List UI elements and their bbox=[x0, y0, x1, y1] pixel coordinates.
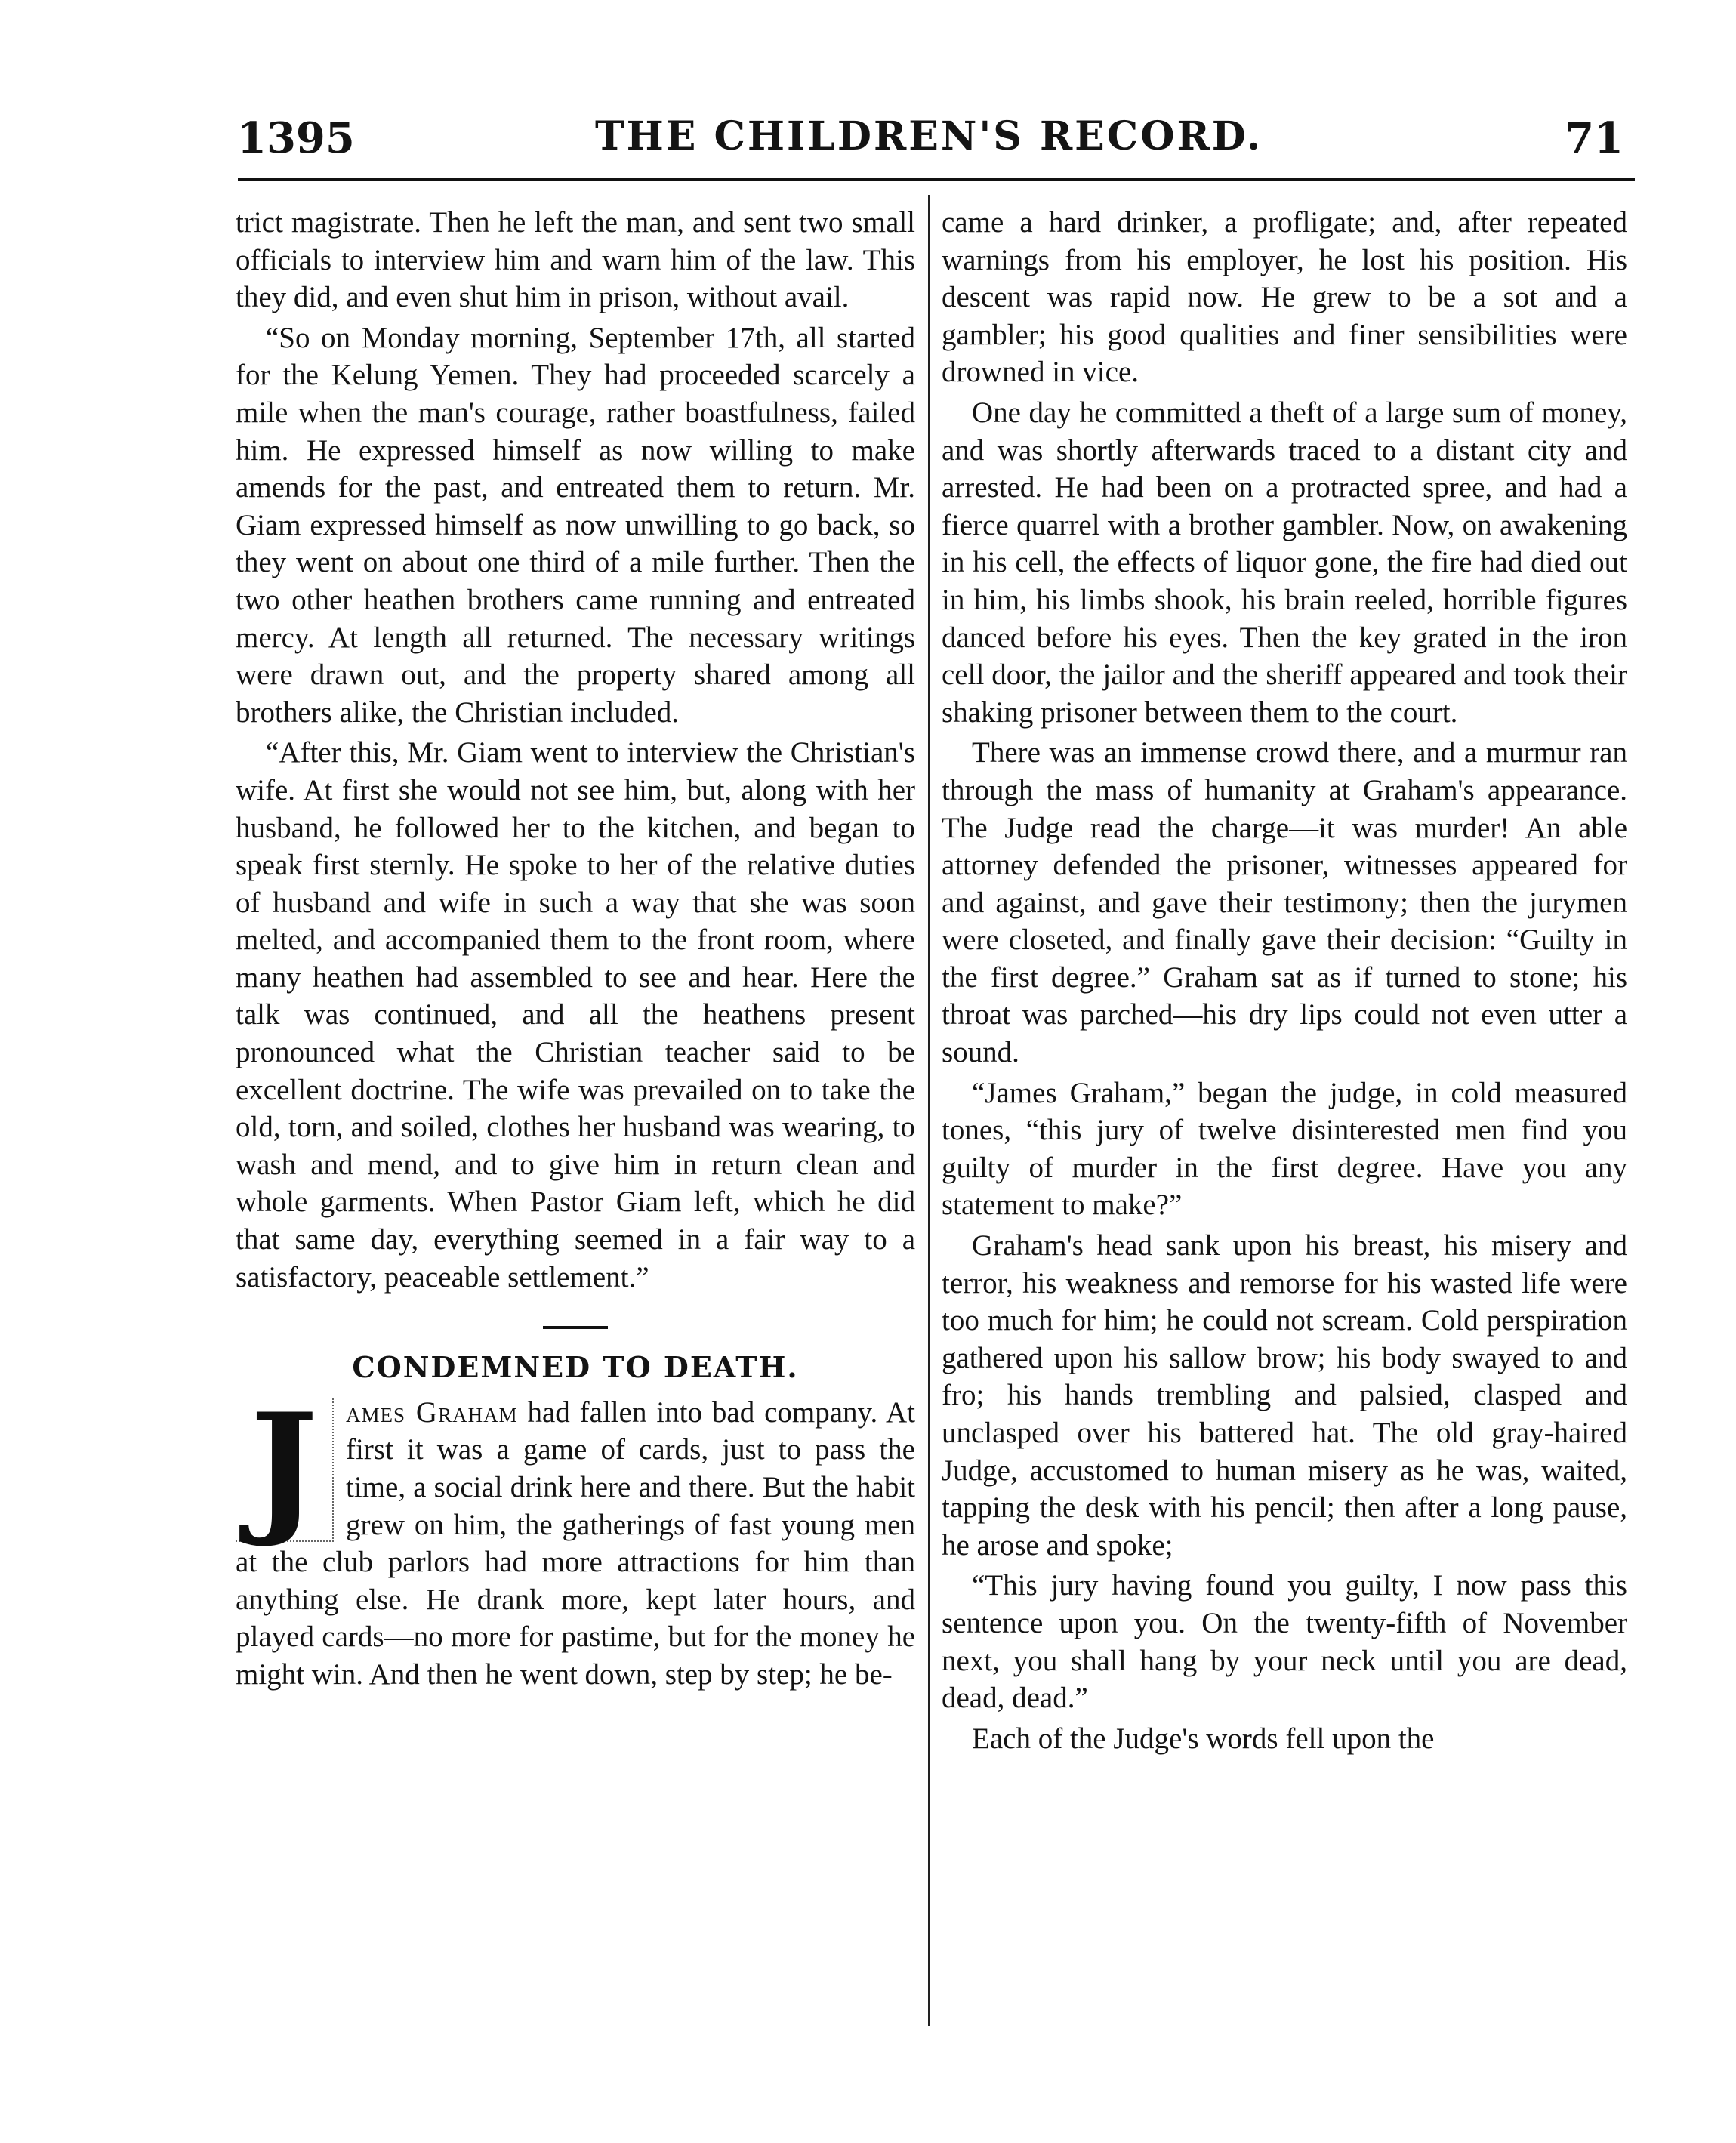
left-column bbox=[236, 204, 915, 1694]
article-title: CONDEMNED TO DEATH. bbox=[352, 1350, 799, 1385]
header-rule bbox=[238, 178, 1635, 181]
paragraph: Each of the Judge's words fell upon the bbox=[972, 1722, 1435, 1755]
paragraph-text: had fallen into bad company. At first it was a game of cards, just to pass the time, a social drink here and there. But the habit grew on him, the gatherings of fast young men at the club parlors had more attractions for him than anything else. He drank more, kept later hours, and played cards—no more for pastime, but for the money he might win. And then he went down, step by step; he be- bbox=[236, 1395, 915, 1691]
paragraph: trict magistrate. Then he left the man, and sent two small officials to interview him and warn him of the law. This they did, and even shut him in prison, without avail. bbox=[236, 206, 915, 314]
publication-title: THE CHILDREN'S RECORD. bbox=[594, 113, 1263, 159]
section-divider bbox=[543, 1326, 608, 1329]
paragraph: “This jury having found you guilty, I now pass this sentence upon you. On the twenty-fifth of November next, you shall hang by your neck until you are dead, dead, dead.” bbox=[942, 1569, 1627, 1715]
paragraph: came a hard drinker, a profligate; and, after repeated warnings from his employer, he lost his position. His descent was rapid now. He grew to be a sot and a gambler; his good qualities and finer sensibilities were drowned in vice. bbox=[942, 206, 1627, 389]
page-year: 1395 bbox=[237, 113, 355, 163]
column-divider bbox=[928, 195, 930, 2026]
paragraph: Graham's head sank upon his breast, his misery and terror, his weakness and remorse for his wasted life were too much for him; he could not scream. Cold perspiration gathered upon his sallow brow; his body swayed to and fro; his hands trembling and palsied, clasped and unclasped over his battered hat. The old gray-haired Judge, accustomed to human misery as he was, waited, tapping the desk with his pencil; then after a long pause, he arose and spoke; bbox=[942, 1229, 1627, 1562]
drop-cap: J bbox=[236, 1398, 334, 1542]
lead-small-caps: ames Graham bbox=[346, 1395, 518, 1429]
page-number: 71 bbox=[1565, 113, 1623, 163]
article-lead-paragraph bbox=[236, 1381, 915, 1694]
paragraph: “So on Monday morning, September 17th, all started for the Kelung Yemen. They had proceeded scarcely a mile when the man's courage, rather boastfulness, failed him. He expressed himself as now willing to make amends for the past, and entreated them to return. Mr. Giam expressed himself as now unwilling to go back, so they went on about one third of a mile further. Then the two other heathen brothers came running and entreated mercy. At length all returned. The necessary writings were drawn out, and the property shared among all brothers alike, the Christian included. bbox=[236, 321, 915, 729]
right-column bbox=[942, 204, 1627, 1757]
paragraph: There was an immense crowd there, and a murmur ran through the mass of humanity at Graham's appearance. The Judge read the charge—it was murder! An able attorney defended the prisoner, witnesses appeared for and against, and gave their testimony; then the jurymen were closeted, and finally gave their decision: “Guilty in the first degree.” Graham sat as if turned to stone; his throat was parched—his dry lips could not even utter a sound. bbox=[942, 736, 1627, 1069]
paragraph: “James Graham,” began the judge, in cold measured tones, “this jury of twelve disinterested men find you guilty of murder in the first degree. Have you any statement to make?” bbox=[942, 1076, 1627, 1222]
paragraph: “After this, Mr. Giam went to interview the Christian's wife. At first she would not see him, but, along with her husband, he followed her to the kitchen, and began to speak first sternly. He spoke to her of the relative duties of husband and wife in such a way that she was soon melted, and accompanied them to the front room, where many heathen had assembled to see and hear. Here the talk was continued, and all the heathens present pronounced what the Christian teacher said to be excellent doctrine. The wife was prevailed on to take the old, torn, and soiled, clothes her husband was wearing, to wash and mend, and to give him in return clean and whole garments. When Pastor Giam left, which he did that same day, everything seemed in a fair way to a satisfactory, peaceable settlement.” bbox=[236, 736, 915, 1294]
page-header bbox=[227, 113, 1631, 181]
paragraph: One day he committed a theft of a large sum of money, and was shortly afterwards traced to a distant city and arrested. He had been on a protracted spree, and had a fierce quarrel with a brother gambler. Now, on awakening in his cell, the effects of liquor gone, the fire had died out in him, his limbs shook, his brain reeled, horrible figures danced before his eyes. Then the key grated in the iron cell door, the jailor and the sheriff appeared and took their shaking prisoner between them to the court. bbox=[942, 396, 1627, 729]
